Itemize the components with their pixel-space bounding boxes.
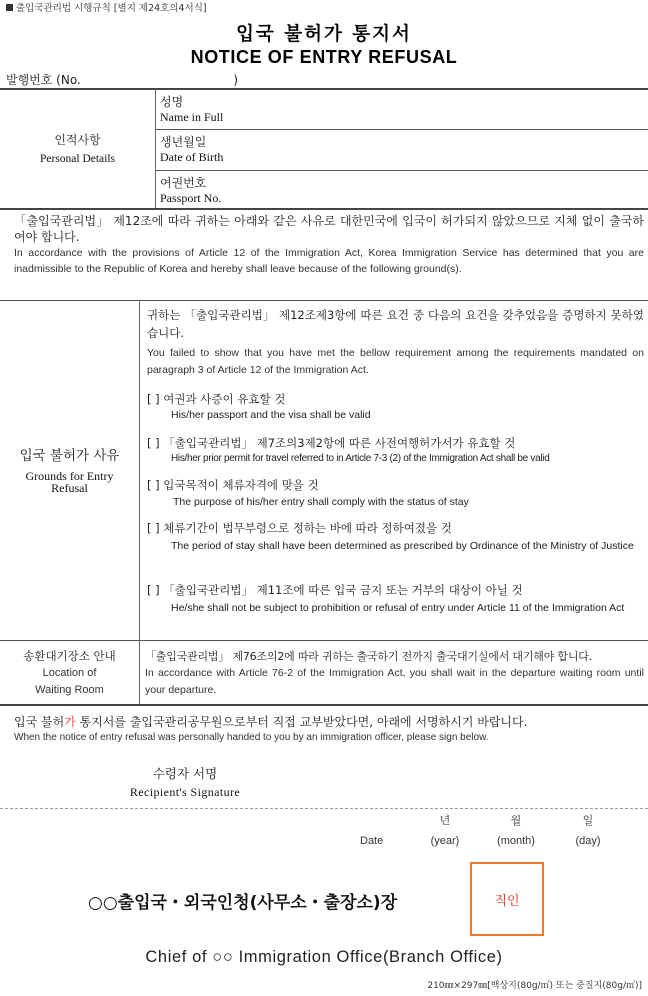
passport-number-field[interactable]: 여권번호 Passport No. — [160, 176, 222, 205]
personal-details-label: 인적사항 Personal Details — [39, 133, 116, 165]
grounds-intro: 귀하는 「출입국관리법」 제12조제3항에 따른 요건 중 다음의 요건을 갖추었음을 증명하지 못하였습니다. You failed to show that you have met the bellow requirement among the requirements mandated on paragraph 3 of Article 12 of the Immigration Act. — [147, 308, 644, 376]
signature-instruction: 입국 불허가 통지서를 출입국관리공무원으로부터 직접 교부받았다면, 아래에 서명하시기 바랍니다. When the notice of entry refusal was personally handed to you by an immigration officer, please sign below. — [14, 715, 528, 743]
issuer-english: Chief of ○○ Immigration Office(Branch Office) — [145, 948, 503, 966]
recipient-signature[interactable]: 수령자 서명 Recipient's Signature — [129, 766, 241, 799]
ground-item-entry-purpose[interactable]: [ ] 입국목적이 체류자격에 맞을 것 The purpose of his/her entry shall comply with the status of stay — [147, 477, 644, 508]
checkbox-passport-visa[interactable]: [ ] 여권과 사증이 유효할 것 — [147, 392, 286, 406]
section-divider — [0, 208, 648, 210]
birth-date-field[interactable]: 생년월일 Date of Birth — [160, 135, 224, 164]
row-divider — [155, 129, 648, 130]
ground-item-passport-visa[interactable]: [ ] 여권과 사증이 유효할 것 His/her passport and the visa shall be valid — [147, 391, 644, 421]
date-day-field[interactable]: (day) — [575, 835, 601, 847]
date-day-ko: 일 — [582, 814, 594, 827]
official-seal-box — [470, 862, 544, 936]
date-year-field[interactable]: (year) — [430, 835, 460, 847]
section-divider — [0, 640, 648, 641]
checkbox-stay-period[interactable]: [ ] 체류기간이 법무부령으로 정하는 바에 따라 정하여졌을 것 — [147, 521, 452, 535]
title-english: NOTICE OF ENTRY REFUSAL — [190, 47, 458, 67]
issue-number: 발행번호 (No. ) — [6, 73, 239, 87]
seal-label: 직인 — [494, 894, 520, 909]
date-label: Date — [360, 835, 384, 847]
ground-item-travel-permit[interactable]: [ ] 「출입국관리법」 제7조의3제2항에 따른 사전여행허가서가 유효할 것 His/her prior permit for travel referred to in Article 7-3 (2) of the Immigration Act shall be valid — [147, 435, 647, 464]
column-divider — [139, 641, 140, 704]
row-divider — [155, 170, 648, 171]
checkbox-entry-purpose[interactable]: [ ] 입국목적이 체류자격에 맞을 것 — [147, 478, 319, 492]
waiting-room-text: 「출입국관리법」 제76조의2에 따라 귀하는 출국하기 전까지 출국대기실에서 대기해야 합니다. In accordance with Article 76-2 of the Immigration Act, you shall wait in the departure waiting room until your departure. — [145, 650, 644, 696]
refusal-intro: 「출입국관리법」 제12조에 따라 귀하는 아래와 같은 사유로 대한민국에 입국이 허가되지 않았으므로 지체 없이 출국하여야 합니다. In accordance with the provisions of Article 12 of the Immigration Act, Korea Immigration Service has determined that you are inadmissible to the Republic of Korea and hereby shall leave because of the following ground(s). — [14, 214, 644, 275]
form-reference: 출입국관리법 시행규칙 [별지 제24호의4서식] — [6, 0, 207, 14]
waiting-room-label: 송환대기장소 안내 Location of Waiting Room — [23, 649, 116, 696]
paper-spec-footer: 210㎜×297㎜[백상지(80g/㎡) 또는 중질지(80g/㎡)] — [427, 981, 642, 991]
ground-item-entry-prohibition[interactable]: [ ] 「출입국관리법」 제11조에 따른 입국 금지 또는 거부의 대상이 아닐 것 He/she shall not be subject to prohibition or refusal of entry under Article 11 of the Immigration Act — [147, 582, 644, 616]
table-bottom-border — [0, 704, 648, 706]
grounds-label: 입국 불허가 사유 Grounds for Entry Refusal — [19, 448, 120, 495]
ground-item-stay-period[interactable]: [ ] 체류기간이 법무부령으로 정하는 바에 따라 정하여졌을 것 The period of stay shall have been determined as prescribed by Ordinance of the Ministry of Justice — [147, 520, 644, 554]
checkbox-entry-prohibition[interactable]: [ ] 「출입국관리법」 제11조에 따른 입국 금지 또는 거부의 대상이 아닐 것 — [147, 583, 523, 597]
column-divider — [139, 301, 140, 640]
title-korean: 입국 불허가 통지서 — [236, 24, 412, 45]
table-top-border — [0, 88, 648, 90]
section-divider — [0, 300, 648, 301]
checkbox-travel-permit[interactable]: [ ] 「출입국관리법」 제7조의3제2항에 따른 사전여행허가서가 유효할 것 — [147, 436, 516, 450]
date-year-ko: 년 — [439, 814, 451, 827]
date-month-field[interactable]: (month) — [497, 835, 535, 847]
date-month-ko: 월 — [510, 814, 522, 827]
column-divider — [155, 89, 156, 208]
issuer-korean: ○○출입국・외국인청(사무소・출장소)장 — [88, 893, 398, 913]
square-bullet-icon — [6, 4, 13, 11]
dashed-divider — [0, 808, 648, 809]
name-field[interactable]: 성명 Name in Full — [160, 95, 224, 124]
